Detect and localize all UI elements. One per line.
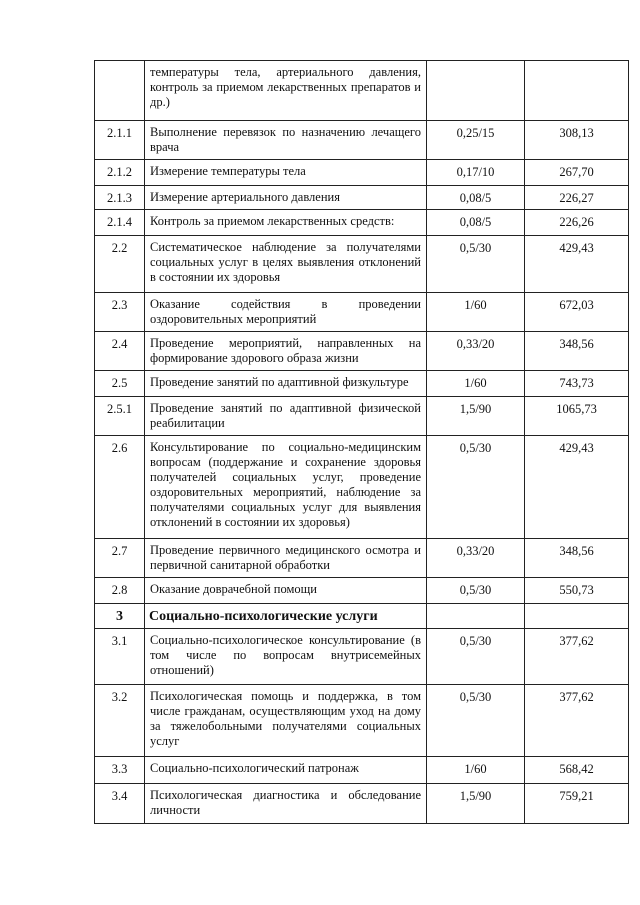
row-number: 2.5 bbox=[95, 371, 145, 397]
service-description: Проведение занятий по адаптивной физической реабилитации bbox=[145, 397, 427, 436]
services-table-body bbox=[95, 61, 629, 824]
service-price: 1065,73 bbox=[525, 397, 629, 436]
table-row bbox=[95, 236, 629, 293]
service-price: 308,13 bbox=[525, 121, 629, 160]
row-number: 2.1.2 bbox=[95, 160, 145, 186]
row-number: 2.6 bbox=[95, 436, 145, 539]
section-header-row bbox=[95, 604, 629, 629]
service-price: 429,43 bbox=[525, 436, 629, 539]
table-row bbox=[95, 61, 629, 121]
time-norm: 0,08/5 bbox=[427, 210, 525, 236]
table-row bbox=[95, 371, 629, 397]
row-number: 2.1.1 bbox=[95, 121, 145, 160]
time-norm: 0,5/30 bbox=[427, 629, 525, 685]
service-description: Оказание содействия в проведении оздоровительных мероприятий bbox=[145, 293, 427, 332]
table-row bbox=[95, 629, 629, 685]
service-description: Контроль за приемом лекарственных средств: bbox=[145, 210, 427, 236]
service-description: Выполнение перевязок по назначению лечащего врача bbox=[145, 121, 427, 160]
service-price: 568,42 bbox=[525, 757, 629, 784]
service-price: 348,56 bbox=[525, 539, 629, 578]
row-number: 3.2 bbox=[95, 685, 145, 757]
time-norm: 0,5/30 bbox=[427, 578, 525, 604]
service-description: Социально-психологическое консультирование (в том числе по вопросам внутрисемейных отношений) bbox=[145, 629, 427, 685]
service-price: 377,62 bbox=[525, 629, 629, 685]
time-norm: 1,5/90 bbox=[427, 397, 525, 436]
time-norm: 0,08/5 bbox=[427, 186, 525, 210]
service-description: температуры тела, артериального давления, контроль за приемом лекарственных препаратов и др.) bbox=[145, 61, 427, 121]
row-number: 3.1 bbox=[95, 629, 145, 685]
time-norm: 0,5/30 bbox=[427, 436, 525, 539]
time-norm: 1/60 bbox=[427, 371, 525, 397]
row-number: 3.4 bbox=[95, 784, 145, 824]
row-number: 2.7 bbox=[95, 539, 145, 578]
row-number: 3.3 bbox=[95, 757, 145, 784]
service-price: 377,62 bbox=[525, 685, 629, 757]
time-norm: 0,5/30 bbox=[427, 685, 525, 757]
service-price bbox=[525, 61, 629, 121]
service-price: 550,73 bbox=[525, 578, 629, 604]
table-row bbox=[95, 685, 629, 757]
empty-cell bbox=[427, 604, 525, 629]
row-number: 2.1.3 bbox=[95, 186, 145, 210]
service-description: Измерение артериального давления bbox=[145, 186, 427, 210]
table-row bbox=[95, 784, 629, 824]
time-norm bbox=[427, 61, 525, 121]
section-number: 3 bbox=[95, 604, 145, 629]
table-row bbox=[95, 160, 629, 186]
service-description: Консультирование по социально-медицинским вопросам (поддержание и сохранение здоровья получателей социальных услуг, проведение оздоровительных мероприятий, наблюдение за получателями социальных услуг для выявления отклонений в состоянии их здоровья) bbox=[145, 436, 427, 539]
section-title: Социально-психологические услуги bbox=[145, 604, 427, 629]
service-price: 429,43 bbox=[525, 236, 629, 293]
service-price: 759,21 bbox=[525, 784, 629, 824]
service-description: Систематическое наблюдение за получателями социальных услуг в целях выявления отклонений в состоянии их здоровья bbox=[145, 236, 427, 293]
table-row bbox=[95, 397, 629, 436]
time-norm: 1/60 bbox=[427, 757, 525, 784]
table-row bbox=[95, 539, 629, 578]
service-description: Проведение занятий по адаптивной физкультуре bbox=[145, 371, 427, 397]
service-price: 226,26 bbox=[525, 210, 629, 236]
time-norm: 0,5/30 bbox=[427, 236, 525, 293]
service-price: 743,73 bbox=[525, 371, 629, 397]
table-row bbox=[95, 210, 629, 236]
table-row bbox=[95, 757, 629, 784]
service-description: Проведение мероприятий, направленных на формирование здорового образа жизни bbox=[145, 332, 427, 371]
service-description: Проведение первичного медицинского осмотра и первичной санитарной обработки bbox=[145, 539, 427, 578]
row-number: 2.4 bbox=[95, 332, 145, 371]
service-description: Психологическая помощь и поддержка, в том числе гражданам, осуществляющим уход на дому за тяжелобольными получателями социальных услуг bbox=[145, 685, 427, 757]
empty-cell bbox=[525, 604, 629, 629]
time-norm: 0,25/15 bbox=[427, 121, 525, 160]
service-description: Измерение температуры тела bbox=[145, 160, 427, 186]
table-row bbox=[95, 121, 629, 160]
table-row bbox=[95, 578, 629, 604]
services-table bbox=[94, 60, 629, 824]
table-row bbox=[95, 293, 629, 332]
row-number: 2.1.4 bbox=[95, 210, 145, 236]
row-number: 2.2 bbox=[95, 236, 145, 293]
service-price: 226,27 bbox=[525, 186, 629, 210]
row-number: 2.5.1 bbox=[95, 397, 145, 436]
service-price: 267,70 bbox=[525, 160, 629, 186]
time-norm: 1/60 bbox=[427, 293, 525, 332]
time-norm: 1,5/90 bbox=[427, 784, 525, 824]
time-norm: 0,33/20 bbox=[427, 332, 525, 371]
row-number: 2.3 bbox=[95, 293, 145, 332]
time-norm: 0,17/10 bbox=[427, 160, 525, 186]
table-row bbox=[95, 332, 629, 371]
row-number bbox=[95, 61, 145, 121]
time-norm: 0,33/20 bbox=[427, 539, 525, 578]
row-number: 2.8 bbox=[95, 578, 145, 604]
service-price: 348,56 bbox=[525, 332, 629, 371]
service-description: Оказание доврачебной помощи bbox=[145, 578, 427, 604]
table-row bbox=[95, 186, 629, 210]
service-description: Психологическая диагностика и обследование личности bbox=[145, 784, 427, 824]
service-description: Социально-психологический патронаж bbox=[145, 757, 427, 784]
service-price: 672,03 bbox=[525, 293, 629, 332]
table-row bbox=[95, 436, 629, 539]
